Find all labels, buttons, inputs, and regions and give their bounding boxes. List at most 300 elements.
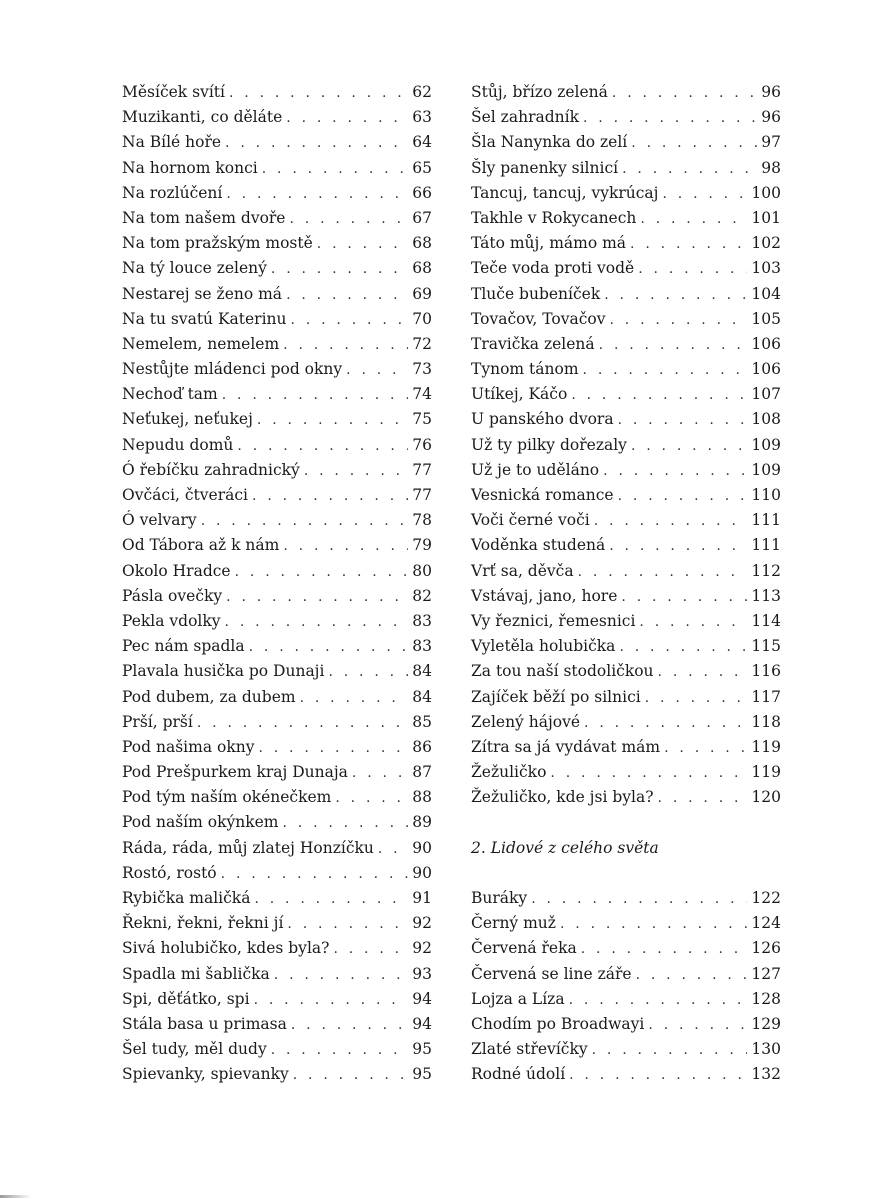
entry-title: Šel zahradník <box>471 108 579 127</box>
dot-leader <box>569 1063 747 1088</box>
toc-entry <box>122 105 432 130</box>
entry-page-number: 77 <box>412 460 432 479</box>
entry-title: Pod dubem, za dubem <box>122 687 296 706</box>
dot-leader <box>658 660 748 685</box>
dot-leader <box>571 383 747 408</box>
entry-title: Vesnická romance <box>471 486 614 504</box>
dot-leader <box>221 862 409 887</box>
entry-page-number: 97 <box>761 133 781 152</box>
entry-title: Pod našima okny <box>122 737 255 756</box>
dot-leader <box>531 887 747 912</box>
toc-entry <box>122 508 432 533</box>
toc-section2-list <box>471 886 781 1088</box>
dot-leader <box>201 509 409 534</box>
entry-title: Zelený hájové <box>471 712 581 731</box>
dot-leader <box>639 610 747 635</box>
toc-entry <box>122 810 432 835</box>
toc-entry <box>122 307 432 332</box>
dot-leader <box>291 1013 408 1038</box>
dot-leader <box>289 207 408 232</box>
entry-title: Tancuj, tancuj, vykrúcaj <box>471 183 659 202</box>
entry-page-number: 80 <box>412 561 432 580</box>
entry-page-number: 124 <box>751 914 781 933</box>
dot-leader <box>640 207 747 232</box>
toc-entry <box>471 1037 781 1062</box>
entry-page-number: 82 <box>412 586 432 605</box>
entry-title: Utíkej, Káčo <box>471 385 568 404</box>
dot-leader <box>622 157 757 182</box>
entry-title: Na hornom konci <box>122 158 258 177</box>
dot-leader <box>603 459 747 484</box>
toc-entry <box>471 458 781 483</box>
dot-leader <box>271 1038 409 1063</box>
toc-entry <box>122 357 432 382</box>
dot-leader <box>274 963 409 988</box>
entry-title: Nepudu domů <box>122 435 234 454</box>
toc-entry <box>122 533 432 558</box>
toc-entry <box>122 483 432 508</box>
entry-title: Vstávaj, jano, hore <box>471 586 618 605</box>
entry-page-number: 96 <box>761 83 781 101</box>
entry-page-number: 85 <box>412 712 432 731</box>
entry-title: Stůj, břízo zelená <box>471 83 608 101</box>
entry-title: Sivá holubičko, kdes byla? <box>122 939 330 958</box>
entry-title: Prší, prší <box>122 712 193 731</box>
entry-page-number: 70 <box>412 309 432 328</box>
toc-entry <box>122 685 432 710</box>
toc-entry <box>471 231 781 256</box>
entry-title: Plavala husička po Dunaji <box>122 662 325 681</box>
entry-title: Lojza a Líza <box>471 989 565 1008</box>
toc-entry <box>122 1062 432 1087</box>
entry-page-number: 113 <box>751 586 781 605</box>
entry-page-number: 62 <box>412 83 432 101</box>
dot-leader <box>286 283 408 308</box>
entry-title: Tluče bubeníček <box>471 284 601 303</box>
dot-leader <box>257 408 408 433</box>
entry-title: Šel tudy, měl dudy <box>122 1040 267 1059</box>
dot-leader <box>197 711 408 736</box>
entry-page-number: 63 <box>412 108 432 127</box>
entry-page-number: 77 <box>412 486 432 504</box>
entry-page-number: 112 <box>751 561 781 580</box>
toc-entry <box>471 382 781 407</box>
entry-page-number: 119 <box>751 737 781 756</box>
dot-leader <box>271 257 408 282</box>
dot-leader <box>282 811 408 836</box>
entry-title: Šla Nanynka do zelí <box>471 133 628 152</box>
entry-page-number: 109 <box>751 435 781 454</box>
dot-leader <box>378 837 408 862</box>
entry-title: Na Bílé hoře <box>122 133 222 152</box>
toc-entry <box>122 987 432 1012</box>
entry-title: Pásla ovečky <box>122 586 223 605</box>
toc-entry <box>122 382 432 407</box>
dot-leader <box>254 988 409 1013</box>
entry-page-number: 90 <box>412 838 432 857</box>
entry-title: Žežuličko, kde jsi byla? <box>471 788 654 807</box>
entry-title: Pod naším okýnkem <box>122 813 279 832</box>
entry-title: Nechoď tam <box>122 385 218 404</box>
entry-title: Táto můj, mámo má <box>471 234 627 253</box>
toc-entry <box>471 659 781 684</box>
entry-page-number: 109 <box>751 460 781 479</box>
entry-page-number: 79 <box>412 536 432 555</box>
dot-leader <box>225 610 409 635</box>
toc-entry <box>122 886 432 911</box>
dot-leader <box>638 257 747 282</box>
entry-title: Na tu svatú Katerinu <box>122 309 287 328</box>
entry-page-number: 94 <box>412 989 432 1008</box>
dot-leader <box>569 988 748 1013</box>
entry-page-number: 111 <box>751 536 781 555</box>
dot-leader <box>581 937 748 962</box>
entry-page-number: 67 <box>412 208 432 227</box>
entry-title: Chodím po Broadwayi <box>471 1014 645 1033</box>
entry-title: Stála basa u primasa <box>122 1014 287 1033</box>
entry-page-number: 92 <box>412 939 432 958</box>
dot-leader <box>300 686 409 711</box>
entry-page-number: 86 <box>412 737 432 756</box>
entry-title: Pekla vdolky <box>122 611 221 630</box>
toc-entry <box>471 685 781 710</box>
dot-leader <box>583 106 757 131</box>
entry-page-number: 72 <box>412 334 432 353</box>
dot-leader <box>604 283 747 308</box>
toc-entry <box>471 962 781 987</box>
toc-entry <box>471 105 781 130</box>
toc-entry <box>122 861 432 886</box>
toc-right-column <box>471 80 781 1088</box>
entry-page-number: 122 <box>751 889 781 907</box>
dot-leader <box>335 786 408 811</box>
entry-page-number: 110 <box>751 486 781 504</box>
toc-entry <box>122 181 432 206</box>
toc-entry <box>471 508 781 533</box>
toc-entry <box>471 156 781 181</box>
entry-page-number: 107 <box>751 385 781 404</box>
entry-title: Takhle v Rokycanech <box>471 208 637 227</box>
toc-entry <box>122 785 432 810</box>
toc-entry <box>122 559 432 584</box>
entry-title: Voči černé voči <box>471 511 590 530</box>
entry-page-number: 128 <box>751 989 781 1008</box>
entry-title: Rodné údolí <box>471 1065 566 1084</box>
entry-page-number: 68 <box>412 259 432 278</box>
entry-title: Nestůjte mládenci pod okny <box>122 360 343 379</box>
entry-page-number: 75 <box>412 410 432 429</box>
toc-entry <box>122 433 432 458</box>
toc-entry <box>122 156 432 181</box>
scan-edge-mark <box>0 1195 32 1198</box>
toc-entry <box>122 634 432 659</box>
entry-page-number: 95 <box>412 1040 432 1059</box>
toc-entry <box>471 483 781 508</box>
dot-leader <box>226 585 408 610</box>
entry-page-number: 130 <box>751 1040 781 1059</box>
dot-leader <box>578 560 748 585</box>
entry-title: Zajíček běží po silnici <box>471 687 641 706</box>
dot-leader <box>235 560 409 585</box>
toc-entry <box>471 1062 781 1087</box>
entry-title: Červená řeka <box>471 939 577 958</box>
toc-entry <box>471 407 781 432</box>
entry-page-number: 90 <box>412 863 432 882</box>
toc-entry <box>122 735 432 760</box>
dot-leader <box>317 232 408 257</box>
dot-leader <box>584 711 747 736</box>
entry-title: Rybička maličká <box>122 889 251 907</box>
entry-page-number: 106 <box>751 360 781 379</box>
entry-title: Řekni, řekni, řekni jí <box>122 914 284 933</box>
toc-left-column <box>122 80 432 1088</box>
entry-title: Spadla mi šablička <box>122 964 270 983</box>
entry-page-number: 118 <box>751 712 781 731</box>
dot-leader <box>636 963 748 988</box>
entry-title: Travička zelená <box>471 334 595 353</box>
toc-entry <box>471 307 781 332</box>
entry-title: Zlaté střevíčky <box>471 1040 588 1059</box>
section-heading: 2. Lidové z celého světa <box>471 838 659 857</box>
dot-leader <box>618 408 748 433</box>
entry-title: Pod tým naším okénečkem <box>122 788 332 807</box>
toc-entry <box>471 911 781 936</box>
entry-title: Žežuličko <box>471 763 547 782</box>
entry-page-number: 102 <box>751 234 781 253</box>
dot-leader <box>249 635 409 660</box>
toc-entry <box>122 231 432 256</box>
dot-leader <box>631 131 757 156</box>
dot-leader <box>658 786 748 811</box>
entry-page-number: 120 <box>751 788 781 807</box>
entry-page-number: 116 <box>751 662 781 681</box>
entry-title: Od Tábora až k nám <box>122 536 280 555</box>
toc-right-list <box>471 80 781 810</box>
toc-entry <box>471 559 781 584</box>
entry-title: Za tou naší stodoličkou <box>471 662 654 681</box>
entry-title: Zítra sa já vydávat mám <box>471 737 661 756</box>
dot-leader <box>258 736 408 761</box>
entry-page-number: 91 <box>412 889 432 907</box>
entry-page-number: 73 <box>412 360 432 379</box>
toc-entry <box>471 987 781 1012</box>
entry-page-number: 115 <box>751 637 781 656</box>
entry-title: Tovačov, Tovačov <box>471 309 606 328</box>
entry-page-number: 108 <box>751 410 781 429</box>
entry-title: Nestarej se ženo má <box>122 284 283 303</box>
entry-page-number: 105 <box>751 309 781 328</box>
toc-entry <box>122 80 432 105</box>
entry-title: Rostó, rostó <box>122 863 217 882</box>
entry-page-number: 132 <box>751 1065 781 1084</box>
toc-entry <box>471 634 781 659</box>
dot-leader <box>594 509 748 534</box>
toc-entry <box>122 1037 432 1062</box>
dot-leader <box>619 635 747 660</box>
dot-leader <box>328 660 408 685</box>
toc-entry <box>471 760 781 785</box>
entry-page-number: 89 <box>412 813 432 832</box>
entry-title: Už je to uděláno <box>471 460 600 479</box>
dot-leader <box>287 912 408 937</box>
dot-leader <box>225 131 408 156</box>
dot-leader <box>631 434 747 459</box>
dot-leader <box>293 1063 409 1088</box>
entry-page-number: 64 <box>412 133 432 152</box>
toc-entry <box>471 609 781 634</box>
entry-title: Tynom tánom <box>471 360 579 379</box>
toc-entry <box>122 206 432 231</box>
toc-entry <box>471 936 781 961</box>
dot-leader <box>252 484 408 509</box>
entry-title: Ó velvary <box>122 511 197 530</box>
entry-page-number: 74 <box>412 385 432 404</box>
dot-leader <box>254 887 408 912</box>
entry-page-number: 93 <box>412 964 432 983</box>
entry-page-number: 127 <box>751 964 781 983</box>
entry-page-number: 111 <box>751 511 781 530</box>
entry-title: Buráky <box>471 889 528 907</box>
toc-entry <box>471 256 781 281</box>
entry-title: Vrť sa, děvča <box>471 561 574 580</box>
entry-title: Nemelem, nemelem <box>122 334 280 353</box>
entry-page-number: 100 <box>751 183 781 202</box>
entry-title: Měsíček svítí <box>122 83 225 101</box>
dot-leader <box>648 1013 747 1038</box>
entry-title: Spi, děťátko, spi <box>122 989 250 1008</box>
toc-entry <box>471 533 781 558</box>
entry-page-number: 101 <box>751 208 781 227</box>
entry-title: Muzikanti, co děláte <box>122 108 283 127</box>
entry-title: Šly panenky silnicí <box>471 158 619 177</box>
dot-leader <box>262 157 409 182</box>
toc-entry <box>122 836 432 861</box>
entry-page-number: 69 <box>412 284 432 303</box>
entry-page-number: 126 <box>751 939 781 958</box>
toc-entry <box>471 357 781 382</box>
entry-page-number: 83 <box>412 637 432 656</box>
dot-leader <box>291 308 409 333</box>
entry-page-number: 76 <box>412 435 432 454</box>
entry-page-number: 83 <box>412 611 432 630</box>
dot-leader <box>222 383 409 408</box>
toc-entry <box>471 1012 781 1037</box>
entry-page-number: 92 <box>412 914 432 933</box>
toc-entry <box>122 911 432 936</box>
toc-entry <box>122 584 432 609</box>
dot-leader <box>283 333 408 358</box>
entry-page-number: 106 <box>751 334 781 353</box>
entry-page-number: 68 <box>412 234 432 253</box>
dot-leader <box>599 333 748 358</box>
toc-entry <box>471 80 781 105</box>
dot-leader <box>226 182 408 207</box>
toc-entry <box>471 785 781 810</box>
dot-leader <box>560 912 747 937</box>
entry-title: Okolo Hradce <box>122 561 231 580</box>
entry-title: Ovčáci, čtveráci <box>122 486 249 504</box>
toc-entry <box>122 332 432 357</box>
entry-page-number: 96 <box>761 108 781 127</box>
dot-leader <box>286 106 408 131</box>
toc-entry <box>122 659 432 684</box>
toc-entry <box>122 962 432 987</box>
entry-title: Na rozlúčení <box>122 183 223 202</box>
dot-leader <box>609 534 747 559</box>
toc-entry <box>122 130 432 155</box>
dot-leader <box>645 686 748 711</box>
entry-page-number: 119 <box>751 763 781 782</box>
entry-page-number: 98 <box>761 158 781 177</box>
toc-entry <box>122 1012 432 1037</box>
toc-entry <box>122 760 432 785</box>
toc-entry <box>122 407 432 432</box>
toc-entry <box>122 710 432 735</box>
entry-title: Pec nám spadla <box>122 637 245 656</box>
dot-leader <box>237 434 408 459</box>
entry-page-number: 84 <box>412 687 432 706</box>
dot-leader <box>346 358 408 383</box>
entry-title: Pod Prešpurkem kraj Dunaja <box>122 763 348 782</box>
entry-page-number: 129 <box>751 1014 781 1033</box>
entry-title: Na tý louce zelený <box>122 259 267 278</box>
entry-title: Už ty pilky dořezaly <box>471 435 627 454</box>
dot-leader <box>630 232 747 257</box>
toc-entry <box>122 936 432 961</box>
toc-entry <box>122 458 432 483</box>
dot-leader <box>304 459 408 484</box>
entry-page-number: 65 <box>412 158 432 177</box>
entry-title: Vyletěla holubička <box>471 637 616 656</box>
entry-page-number: 66 <box>412 183 432 202</box>
dot-leader <box>333 937 408 962</box>
entry-title: Teče voda proti vodě <box>471 259 635 278</box>
entry-page-number: 87 <box>412 763 432 782</box>
toc-entry <box>471 710 781 735</box>
entry-title: Ráda, ráda, můj zlatej Honzíčku <box>122 838 374 857</box>
toc-entry <box>471 332 781 357</box>
entry-page-number: 104 <box>751 284 781 303</box>
toc-entry <box>471 130 781 155</box>
entry-title: Neťukej, neťukej <box>122 410 253 429</box>
entry-title: Voděnka studená <box>471 536 606 555</box>
toc-entry <box>471 433 781 458</box>
entry-title: U panského dvora <box>471 410 614 429</box>
toc-entry <box>122 282 432 307</box>
toc-entry <box>471 206 781 231</box>
dot-leader <box>583 358 748 383</box>
entry-page-number: 78 <box>412 511 432 530</box>
toc-entry <box>122 609 432 634</box>
entry-title: Na tom pražským mostě <box>122 234 313 253</box>
toc-entry <box>471 886 781 911</box>
entry-title: Červená se line záře <box>471 964 632 983</box>
entry-title: Černý muž <box>471 914 556 933</box>
dot-leader <box>352 761 408 786</box>
dot-leader <box>662 182 747 207</box>
dot-leader <box>550 761 747 786</box>
dot-leader <box>621 585 747 610</box>
entry-page-number: 95 <box>412 1065 432 1084</box>
entry-title: Ó řebíčku zahradnický <box>122 460 300 479</box>
dot-leader <box>609 308 747 333</box>
entry-page-number: 114 <box>751 611 781 630</box>
dot-leader <box>229 81 408 106</box>
entry-page-number: 88 <box>412 788 432 807</box>
entry-title: Vy řeznici, řemesnici <box>471 611 636 630</box>
entry-page-number: 94 <box>412 1014 432 1033</box>
dot-leader <box>612 81 757 106</box>
